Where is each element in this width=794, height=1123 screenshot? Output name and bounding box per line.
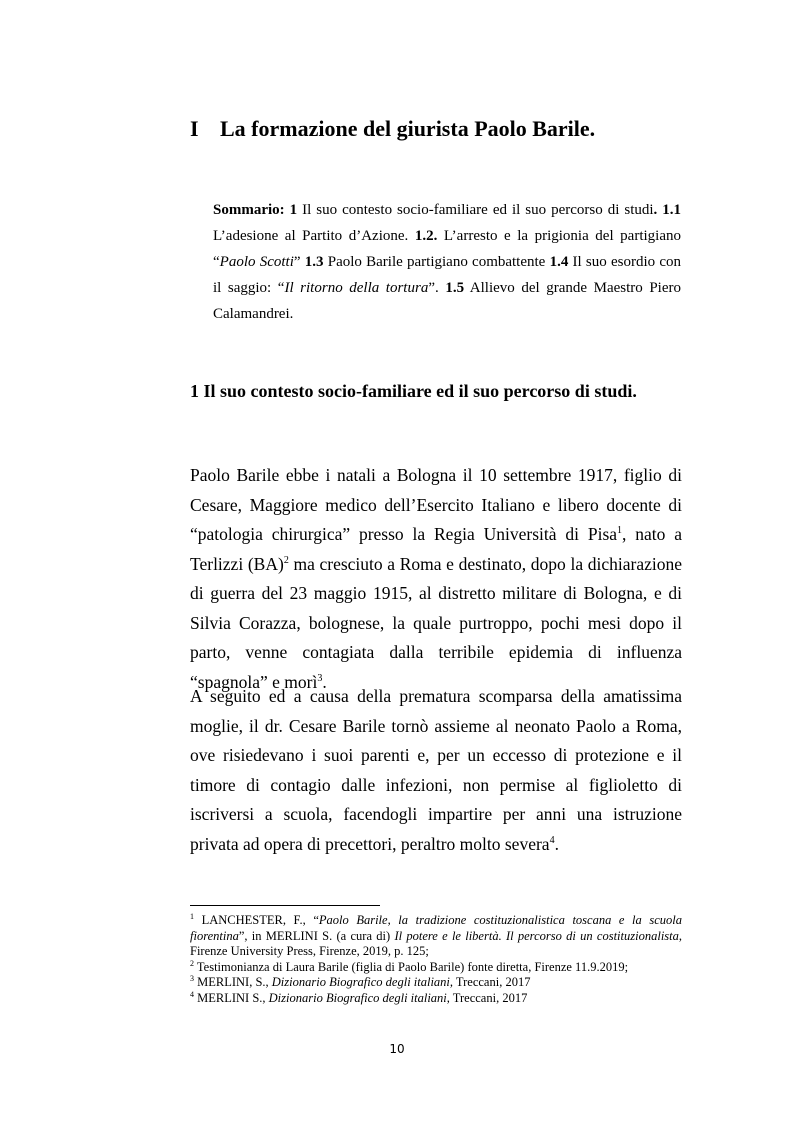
paragraph-text: ma cresciuto a Roma e destinato, dopo la dichiarazione di guerra del 23 maggio 1915, al distretto militare di Bologna, e di Silvia Corazza, bolognese, la quale purtroppo, pochi mesi dopo il parto, venne contagiata dalla terribile epidemia di influenza “spagnola” e morì xyxy=(190,553,682,692)
paragraph-text: Paolo Barile ebbe i natali a Bologna il 10 settembre 1917, figlio di Cesare, Maggiore medico dell’Esercito Italiano e libero docente di “patologia chirurgica” presso la Regia Università di Pisa xyxy=(190,465,682,544)
footnote-text: Treccani, 2017 xyxy=(453,975,531,989)
footnote xyxy=(190,991,682,1007)
footnote-text: , Treccani, 2017 xyxy=(446,990,528,1005)
summary-item-text: Il suo esordio con il saggio: “ xyxy=(213,254,681,296)
footnote-italic: Dizionario Biografico degli italiani, xyxy=(271,975,454,989)
summary-item-text: ” xyxy=(293,254,305,270)
footnote-italic: Dizionario Biografico degli italiani xyxy=(268,990,447,1005)
page-number: 10 xyxy=(389,1042,405,1056)
footnote-text: MERLINI, S., xyxy=(194,975,272,989)
footnote-text: ”, in MERLINI S. (a cura di) xyxy=(238,928,395,943)
summary-item-number: 1.4 xyxy=(549,254,569,270)
footnote-text: , Firenze University Press, Firenze, 2019, p. 125; xyxy=(190,928,682,958)
footnote-number: 4 xyxy=(190,989,194,999)
footnote-italic: Il potere e le libertà. Il percorso di un costituzionalista xyxy=(394,928,679,943)
footnote-ref[interactable]: 1 xyxy=(617,525,623,537)
summary-item-number: 1 xyxy=(289,202,298,218)
paragraph-text: , nato a Terlizzi (BA) xyxy=(190,524,682,574)
chapter-title xyxy=(190,116,690,142)
summary-item-italic: Paolo Scotti xyxy=(219,254,294,270)
summary-item-text: L’arresto e la prigionia del partigiano “ xyxy=(213,228,681,270)
footnote-text: Testimonianza di Laura Barile (figlia di Paolo Barile) fonte diretta, Firenze 11.9.2019; xyxy=(194,959,629,974)
summary-item-text: Allievo del grande Maestro Piero Calamandrei. xyxy=(213,280,681,322)
section-title: 1 Il suo contesto socio-familiare ed il suo percorso di studi. xyxy=(190,381,637,401)
footnote-italic: Paolo Barile, la tradizione costituzionalistica toscana e la scuola fiorentina xyxy=(190,913,682,943)
chapter-summary xyxy=(213,197,681,327)
footnote-text: MERLINI S., xyxy=(194,990,269,1005)
summary-item-text: Il suo contesto socio-familiare ed il suo percorso di studi xyxy=(297,202,654,218)
summary-item-text: ”. xyxy=(428,280,446,296)
paragraph-text: . xyxy=(554,833,559,854)
footnote-divider xyxy=(190,905,380,906)
summary-item-number: . 1.1 xyxy=(653,202,682,218)
footnote-ref[interactable]: 3 xyxy=(317,672,323,684)
footnote xyxy=(190,975,682,991)
summary-item-text: Paolo Barile partigiano combattente xyxy=(323,254,550,270)
body-paragraph xyxy=(190,682,682,859)
footnote-ref[interactable]: 2 xyxy=(283,554,289,566)
summary-item-number: 1.2. xyxy=(414,228,438,244)
summary-item-number: 1.5 xyxy=(445,280,465,296)
chapter-number: I xyxy=(190,116,199,141)
summary-item-number: 1.3 xyxy=(304,254,324,270)
footnotes xyxy=(190,913,682,1006)
summary-label: Sommario: xyxy=(213,202,285,218)
footnote-number: 2 xyxy=(190,958,194,968)
summary-item-text: L’adesione al Partito d’Azione. xyxy=(213,228,415,244)
chapter-title-text: La formazione del giurista Paolo Barile. xyxy=(220,116,596,141)
footnote-text: LANCHESTER, F., “ xyxy=(194,913,319,927)
footnote xyxy=(190,913,682,960)
footnote-ref[interactable]: 4 xyxy=(549,834,555,846)
footnote-number: 3 xyxy=(190,973,194,983)
paragraph-text: A seguito ed a causa della prematura scomparsa della amatissima moglie, il dr. Cesare Barile tornò assieme al neonato Paolo a Roma, ove risiedevano i suoi parenti e, per un eccesso di protezione e il timore di contagio dalle infezioni, non permise al figlioletto di iscriversi a scuola, facendogli impartire per anni una istruzione privata ad opera di precettori, peraltro molto severa xyxy=(190,686,682,854)
footnote-number: 1 xyxy=(190,911,194,921)
body-paragraph xyxy=(190,461,682,697)
footnote xyxy=(190,960,682,976)
summary-item-italic: Il ritorno della tortura xyxy=(284,280,429,296)
paragraph-text: . xyxy=(322,671,327,692)
